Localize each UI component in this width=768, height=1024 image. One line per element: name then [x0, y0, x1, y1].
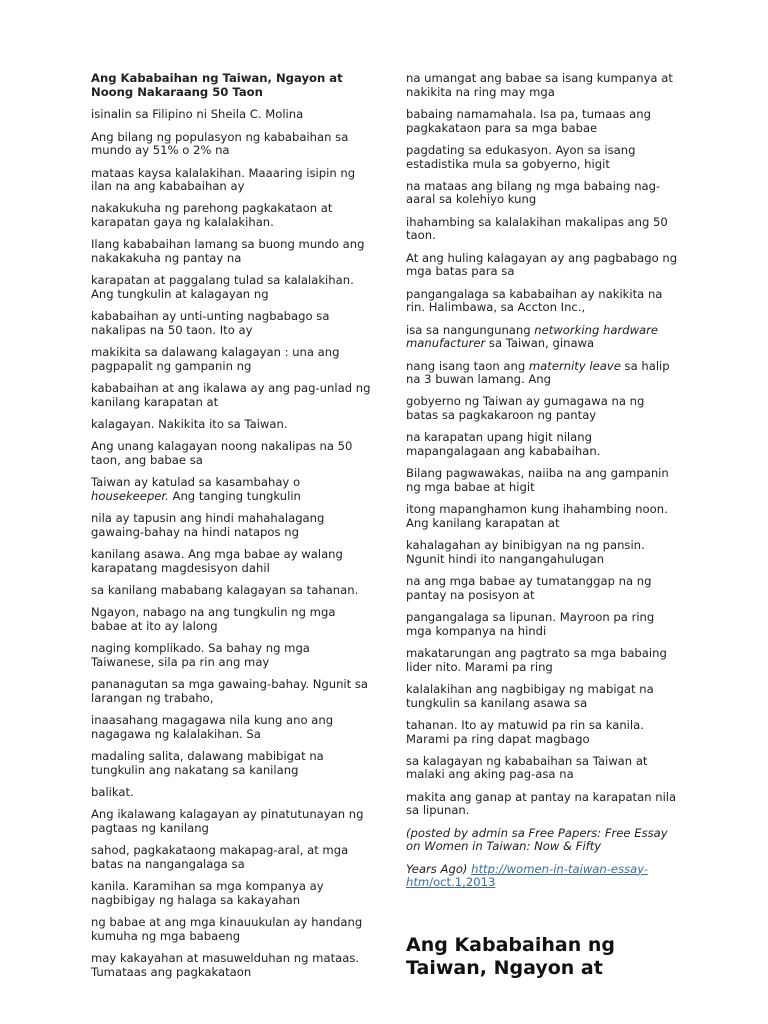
emphasis-text: housekeeper.	[91, 488, 169, 503]
paragraph: ihahambing sa kalalakihan makalipas ang 50 taon.	[406, 214, 668, 243]
caption-text: (posted by admin sa Free Papers: Free Essay on Women in Taiwan: Now & Fifty	[406, 825, 668, 854]
caption-text: Years Ago)	[406, 861, 472, 876]
source-caption	[406, 827, 678, 854]
paragraph: mataas kaysa kalalakihan. Maaaring isipin ng ilan na ang kababaihan ay	[91, 165, 356, 194]
paragraph: Ang ikalawang kalagayan ay pinatutunayan ng pagtaas ng kanilang	[91, 807, 364, 836]
paragraph: tahanan. Ito ay matuwid pa rin sa kanila. Marami pa ring dapat magbago	[406, 717, 644, 746]
paragraph: makita ang ganap at pantay na karapatan nila sa lipunan.	[406, 789, 677, 818]
paragraph: naging komplikado. Sa bahay ng mga Taiwanese, sila pa rin ang may	[91, 641, 310, 669]
paragraph: nila ay tapusin ang hindi mahahalagang gawaing-bahay na hindi natapos ng	[91, 511, 325, 539]
paragraph: karapatan at paggalang tulad sa kalalakihan. Ang tungkulin at kalagayan ng	[91, 273, 354, 302]
paragraph: pangangalaga sa lipunan. Mayroon pa ring mga kompanya na hindi	[406, 610, 655, 638]
paragraph: na umangat ang babae sa isang kumpanya at nakikita na ring may mga	[406, 71, 673, 99]
paragraph: gobyerno ng Taiwan ay gumagawa na ng batas sa pagkakaroon ng pantay	[406, 394, 645, 423]
paragraph: itong mapanghamon kung ihahambing noon. Ang kanilang karapatan at	[406, 502, 668, 530]
paragraph: makikita sa dalawang kalagayan : una ang pagpapalit ng gampanin ng	[91, 345, 340, 373]
paragraph: madaling salita, dalawang mabibigat na tungkulin ang nakatang sa kanilang	[91, 749, 324, 777]
paragraph: Ngayon, nabago na ang tungkulin ng mga babae at ito ay lalong	[91, 605, 336, 634]
paragraph: pangangalaga sa kababaihan ay nakikita na rin. Halimbawa, sa Accton Inc.,	[406, 286, 663, 315]
article-title: Ang Kababaihan ng Taiwan, Ngayon at Noong Nakaraang 50 Taon	[91, 71, 343, 99]
paragraph: At ang huling kalagayan ay ang pagbabago ng mga batas para sa	[406, 250, 678, 279]
paragraph: babaing namamahala. Isa pa, tumaas ang pagkakataon para sa mga babae	[406, 106, 651, 135]
emphasis-text: maternity leave	[528, 358, 621, 373]
paragraph: sahod, pagkakataong makapag-aral, at mga batas na nangangalaga sa	[91, 843, 349, 871]
text-run: Taiwan ay katulad sa kasambahay o	[91, 475, 301, 490]
repeated-title-heading: Ang Kababaihan ng Taiwan, Ngayon at	[406, 933, 615, 980]
translator-credit: isinalin sa Filipino ni Sheila C. Molina	[91, 107, 304, 122]
text-run: sa halip na 3 buwan lamang. Ang	[406, 358, 670, 387]
paragraph: Ilang kababaihan lamang sa buong mundo ang nakakakuha ng pantay na	[91, 237, 365, 266]
source-link[interactable]: http://women-in-taiwan-essay-htm	[406, 861, 648, 890]
paragraph: nakakukuha ng parehong pagkakataon at karapatan gaya ng kalalakihan.	[91, 201, 333, 230]
paragraph: pananagutan sa mga gawaing-bahay. Ngunit sa larangan ng trabaho,	[91, 677, 369, 705]
paragraph: ng babae at ang mga kinauukulan ay handang kumuha ng mga babaeng	[91, 915, 363, 943]
paragraph: kalalakihan ang nagbibigay ng mabigat na tungkulin sa kanilang asawa sa	[406, 681, 654, 710]
paragraph: kalagayan. Nakikita ito sa Taiwan.	[91, 417, 288, 432]
text-run: Ang tanging tungkulin	[168, 488, 301, 503]
paragraph: na karapatan upang higit nilang mapangalagaan ang kababaihan.	[406, 430, 601, 459]
right-column	[406, 72, 678, 980]
paragraph: inaasahang magagawa nila kung ano ang nagagawa ng kalalakihan. Sa	[91, 713, 334, 741]
paragraph: kahalagahan ay binibigyan na ng pansin. Ngunit hindi ito nangangahulugan	[406, 538, 645, 566]
paragraph: kababaihan ay unti-unting nagbabago sa nakalipas na 50 taon. Ito ay	[91, 309, 330, 337]
paragraph: na mataas ang bilang ng mga babaing nag-aaral sa kolehiyo kung	[406, 178, 661, 207]
paragraph: may kakayahan at masuwelduhan ng mataas. Tumataas ang pagkakataon	[91, 951, 360, 979]
text-run: isa sa nangungunang	[406, 322, 535, 337]
paragraph: makatarungan ang pagtrato sa mga babaing lider nito. Marami pa ring	[406, 646, 667, 674]
left-column	[91, 72, 371, 988]
paragraph: balikat.	[91, 785, 134, 800]
paragraph: kanila. Karamihan sa mga kompanya ay nagbibigay ng halaga sa kakayahan	[91, 879, 324, 907]
paragraph: sa kalagayan ng kababaihan sa Taiwan at malaki ang aking pag-asa na	[406, 753, 648, 782]
paragraph: Ang bilang ng populasyon ng kababaihan sa mundo ay 51% o 2% na	[91, 129, 349, 158]
emphasis-text: networking hardware manufacturer	[406, 322, 659, 351]
paragraph: sa kanilang mababang kalagayan sa tahanan.	[91, 583, 359, 598]
paragraph	[91, 476, 371, 503]
paragraph: na ang mga babae ay tumatanggap na ng pantay na posisyon at	[406, 574, 652, 602]
paragraph: Ang unang kalagayan noong nakalipas na 50 taon, ang babae sa	[91, 439, 353, 468]
text-run: nang isang taon ang	[406, 358, 529, 373]
text-run: sa Taiwan, ginawa	[485, 336, 595, 351]
source-caption-line	[406, 863, 678, 890]
paragraph: pagdating sa edukasyon. Ayon sa isang estadistika mula sa gobyerno, higit	[406, 142, 636, 171]
source-link-date[interactable]: /oct.1,2013	[429, 875, 496, 890]
paragraph: kanilang asawa. Ang mga babae ay walang karapatang magdesisyon dahil	[91, 547, 343, 575]
paragraph	[406, 324, 678, 351]
paragraph: Bilang pagwawakas, naiiba na ang gampanin ng mga babae at higit	[406, 466, 669, 494]
paragraph: kababaihan at ang ikalawa ay ang pag-unlad ng kanilang karapatan at	[91, 381, 371, 409]
paragraph	[406, 360, 678, 387]
